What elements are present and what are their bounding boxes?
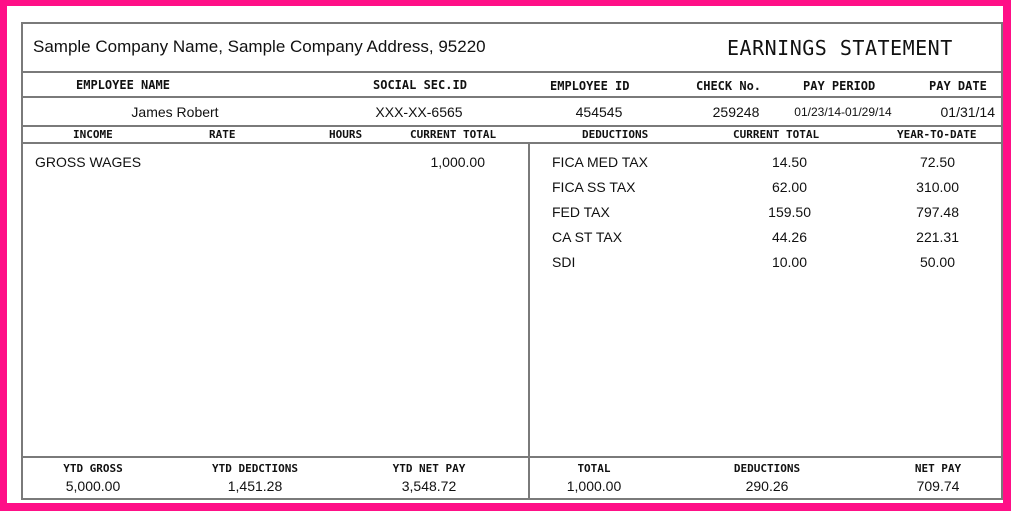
deduction-ytd: 797.48	[916, 204, 959, 220]
employee-id: 454545	[575, 104, 623, 120]
label-net-pay: NET PAY	[914, 462, 962, 475]
label-pay-period: PAY PERIOD	[803, 79, 876, 93]
deduction-label: FED TAX	[552, 204, 610, 220]
rule-summary	[23, 456, 1001, 458]
label-rate: RATE	[209, 128, 236, 141]
pay-date: 01/31/14	[940, 104, 995, 120]
label-summary-deductions: DEDUCTIONS	[733, 462, 801, 475]
ytd-gross-value: 5,000.00	[65, 478, 121, 494]
label-hours: HOURS	[329, 128, 363, 141]
total-value: 1,000.00	[566, 478, 622, 494]
label-ytd-net-pay: YTD NET PAY	[392, 462, 466, 475]
label-employee-id: EMPLOYEE ID	[550, 79, 630, 93]
deduction-ytd: 72.50	[919, 154, 955, 170]
deduction-label: CA ST TAX	[552, 229, 623, 245]
label-check-no: CHECK No.	[696, 79, 762, 93]
income-label: GROSS WAGES	[35, 154, 142, 170]
pay-stub-paper	[7, 6, 1003, 503]
employee-name: James Robert	[131, 104, 219, 120]
label-income: INCOME	[73, 128, 113, 141]
deduction-ytd: 50.00	[919, 254, 955, 270]
label-ytd-deductions: YTD DEDCTIONS	[211, 462, 299, 475]
label-total: TOTAL	[577, 462, 611, 475]
check-number: 259248	[712, 104, 760, 120]
employee-ssn: XXX-XX-6565	[375, 104, 463, 120]
pay-period: 01/23/14-01/29/14	[794, 105, 892, 119]
company-name: Sample Company Name, Sample Company Address, 95220	[33, 37, 486, 56]
deduction-current: 62.00	[771, 179, 807, 195]
label-pay-date: PAY DATE	[929, 79, 987, 93]
label-deductions: DEDUCTIONS	[582, 128, 649, 141]
rule-title	[23, 71, 1001, 73]
deductions-value: 290.26	[745, 478, 789, 494]
deduction-current: 44.26	[771, 229, 807, 245]
deduction-ytd: 310.00	[916, 179, 959, 195]
label-employee-name: EMPLOYEE NAME	[76, 78, 170, 92]
net-pay-value: 709.74	[916, 478, 960, 494]
label-income-current-total: CURRENT TOTAL	[410, 128, 497, 141]
label-deductions-current-total: CURRENT TOTAL	[733, 128, 820, 141]
deduction-current: 10.00	[771, 254, 807, 270]
deduction-label: FICA SS TAX	[552, 179, 636, 195]
ytd-deductions-value: 1,451.28	[227, 478, 283, 494]
ytd-net-pay-value: 3,548.72	[401, 478, 457, 494]
label-year-to-date: YEAR-TO-DATE	[897, 128, 977, 141]
label-ytd-gross: YTD GROSS	[63, 462, 123, 475]
deduction-ytd: 221.31	[916, 229, 959, 245]
deduction-label: FICA MED TAX	[552, 154, 648, 170]
deduction-label: SDI	[552, 254, 576, 270]
deduction-current: 159.50	[768, 204, 811, 220]
deduction-current: 14.50	[771, 154, 807, 170]
label-social-sec-id: SOCIAL SEC.ID	[373, 78, 467, 92]
earnings-statement	[21, 22, 1003, 500]
rule-header-labels	[23, 96, 1001, 98]
statement-title: EARNINGS STATEMENT	[727, 36, 953, 60]
rule-employee-values	[23, 125, 1001, 127]
rule-column-headers	[23, 142, 1001, 144]
column-divider	[528, 142, 530, 500]
income-current: 1,000.00	[430, 154, 485, 170]
